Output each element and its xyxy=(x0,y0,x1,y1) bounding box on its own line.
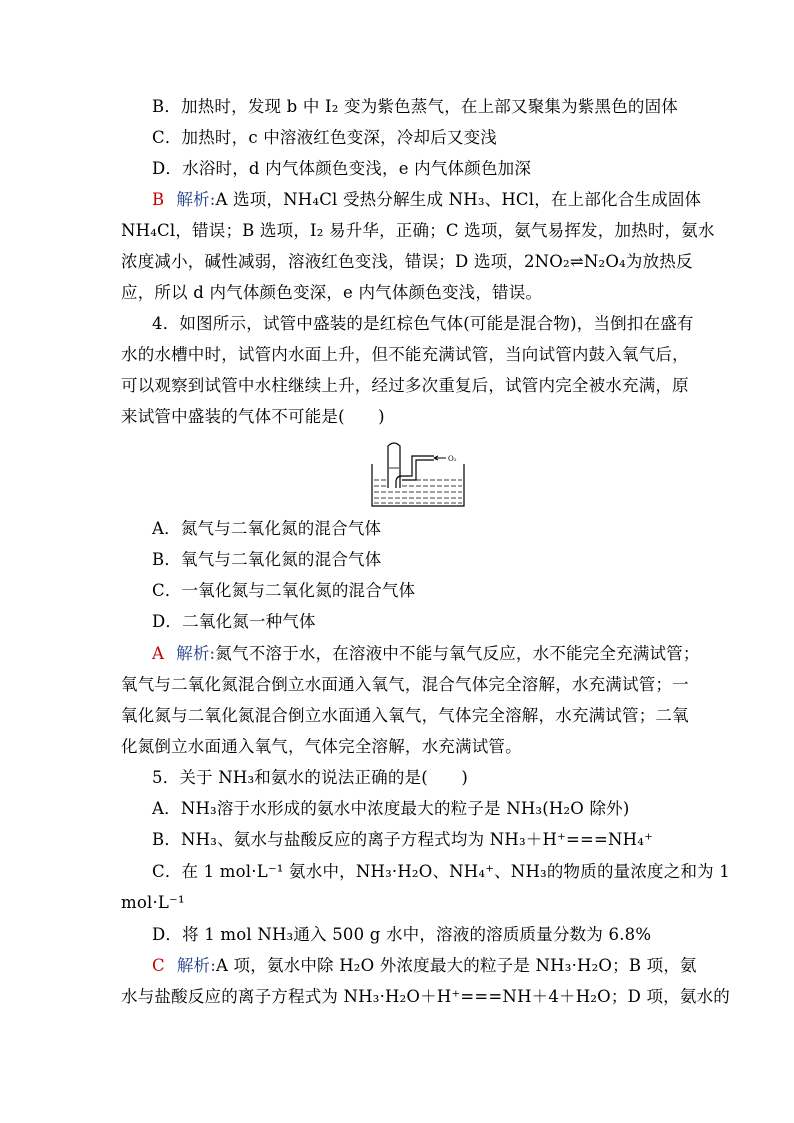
q5-stem: 5．关于 NH₃和氨水的说法正确的是( ) xyxy=(152,768,468,787)
q4-option-c: C．一氧化氮与二氧化氮的混合气体 xyxy=(152,581,416,600)
q4-answer: A xyxy=(152,644,165,663)
q5-option-d: D．将 1 mol NH₃通入 500 g 水中，溶液的溶质质量分数为 6.8% xyxy=(152,925,652,944)
q5-explanation-line-1 xyxy=(152,955,712,977)
q4-explanation-line-2: 氧气与二氧化氮混合倒立水面通入氧气，混合气体完全溶解，水充满试管；一 xyxy=(121,675,689,694)
q5-option-b: B．NH₃、氨水与盐酸反应的离子方程式均为 NH₃＋H⁺===NH₄⁺ xyxy=(152,830,653,849)
q3-option-b: B．加热时，发现 b 中 I₂ 变为紫色蒸气，在上部又聚集为紫黑色的固体 xyxy=(152,97,678,116)
q4-stem-line-1: 4．如图所示，试管中盛装的是红棕色气体(可能是混合物)，当倒扣在盛有 xyxy=(152,314,694,333)
q3-option-d: D．水浴时，d 内气体颜色变浅，e 内气体颜色加深 xyxy=(152,159,532,178)
q4-explanation-line-3: 氧化氮与二氧化氮混合倒立水面通入氧气，气体完全溶解，水充满试管；二氧 xyxy=(121,706,689,725)
q4-stem-line-4: 来试管中盛装的气体不可能是( ) xyxy=(121,407,385,426)
q3-answer: B xyxy=(152,190,165,209)
q4-explanation-line-1 xyxy=(152,643,712,665)
q5-option-a: A．NH₃溶于水形成的氨水中浓度最大的粒子是 NH₃(H₂O 除外) xyxy=(152,799,630,818)
q3-explanation-line-3: 浓度减小，碱性减弱，溶液红色变浅，错误；D 选项，2NO₂⇌N₂O₄为放热反 xyxy=(121,252,693,271)
q4-exp1: 氮气不溶于水，在溶液中不能与氧气反应，水不能完全充满试管； xyxy=(215,644,700,663)
q5-option-c-line-2: mol·L⁻¹ xyxy=(121,893,185,912)
oxygen-tube xyxy=(396,456,434,488)
q3-explanation-line-1 xyxy=(152,189,712,211)
q3-jiexi-label: 解析: xyxy=(176,190,216,209)
q4-stem-line-3: 可以观察到试管中水柱继续上升，经过多次重复后，试管内完全被水充满，原 xyxy=(121,376,689,395)
apparatus-figure xyxy=(368,440,478,510)
water-trough xyxy=(372,464,464,506)
q4-option-a: A．氮气与二氧化氮的混合气体 xyxy=(152,519,382,538)
q5-exp1: A 项，氨水中除 H₂O 外浓度最大的粒子是 NH₃·H₂O；B 项，氨 xyxy=(216,956,697,975)
q4-option-d: D．二氧化氮一种气体 xyxy=(152,612,316,631)
q3-exp1: A 选项，NH₄Cl 受热分解生成 NH₃、HCl，在上部化合生成固体 xyxy=(215,190,702,209)
test-tube xyxy=(388,443,400,488)
q4-explanation-line-4: 化氮倒立水面通入氧气，气体完全溶解，水充满试管。 xyxy=(121,737,522,756)
q4-option-b: B．氧气与二氧化氮的混合气体 xyxy=(152,550,382,569)
q3-option-c: C．加热时，c 中溶液红色变深，冷却后又变浅 xyxy=(152,128,498,147)
q3-explanation-line-2: NH₄Cl，错误；B 选项，I₂ 易升华，正确；C 选项，氨气易挥发，加热时，氨水 xyxy=(121,221,715,240)
q4-stem-line-2: 水的水槽中时，试管内水面上升，但不能充满试管，当向试管内鼓入氧气后， xyxy=(121,345,689,364)
oxygen-label: O₂ xyxy=(448,455,457,463)
q5-answer: C xyxy=(152,956,165,975)
water-pattern xyxy=(374,480,462,503)
q3-explanation-line-4: 应，所以 d 内气体颜色变深，e 内气体颜色变浅，错误。 xyxy=(121,283,543,302)
q4-jiexi-label: 解析: xyxy=(176,644,216,663)
q5-jiexi-label: 解析: xyxy=(176,956,216,975)
q5-explanation-line-2: 水与盐酸反应的离子方程式为 NH₃·H₂O＋H⁺===NH＋4＋H₂O；D 项，氨水的 xyxy=(121,987,730,1006)
q5-option-c-line-1: C．在 1 mol·L⁻¹ 氨水中，NH₃·H₂O、NH₄⁺、NH₃的物质的量浓度之和为 1 xyxy=(152,862,730,881)
